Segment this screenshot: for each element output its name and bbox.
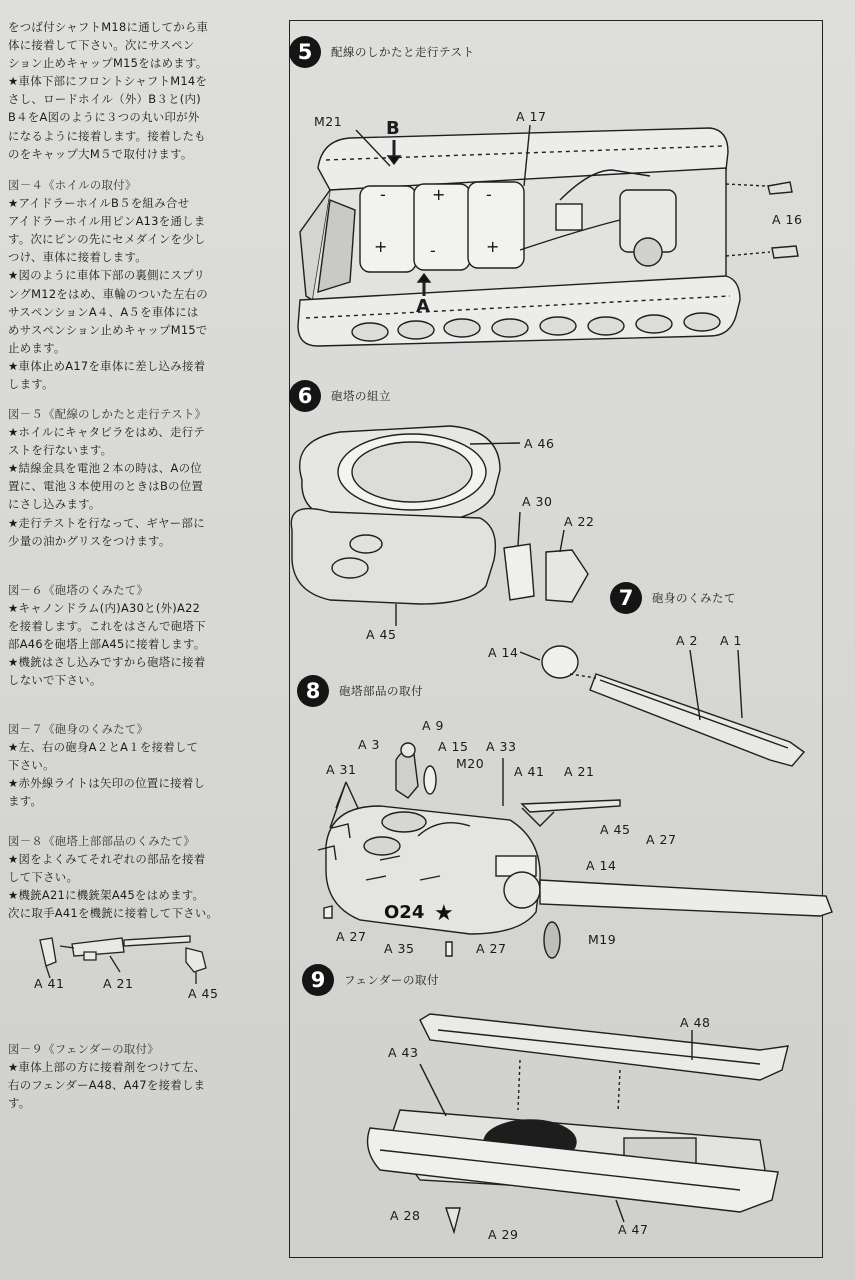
part-label-a2: A 2: [676, 633, 698, 648]
step-number: 8: [297, 675, 329, 707]
step-7: [610, 582, 736, 614]
battery-sign: +: [486, 237, 500, 256]
text-line: ングM12をはめ、車輪のついた左右の: [8, 286, 208, 301]
section-heading: 図－９《フェンダーの取付》: [8, 1042, 159, 1056]
text-line: 少量の油かグリスをつけます。: [8, 533, 171, 548]
text-line: めサスペンション止めキャップM15で: [8, 322, 208, 337]
part-label-a1: A 1: [720, 633, 742, 648]
text-line: 置に、電池３本使用のときはBの位置: [8, 479, 204, 494]
part-label-a33: A 33: [486, 739, 517, 754]
part-label-a48: A 48: [680, 1015, 711, 1030]
text-line: ★図のように車体下部の裏側にスプリ: [8, 268, 206, 283]
part-label-a35: A 35: [384, 941, 415, 956]
part-label-a21: A 21: [564, 764, 595, 779]
part-label-a45: A 45: [600, 822, 631, 837]
step-number: 9: [302, 964, 334, 996]
text-line: ★赤外線ライトは矢印の位置に接着し: [8, 776, 206, 791]
text-line: ★図をよくみてそれぞれの部品を接着: [8, 852, 206, 867]
part-label-m21: M21: [314, 114, 343, 129]
text-line: す。次にピンの先にセメダインを少し: [8, 232, 206, 247]
text-line: します。: [8, 377, 54, 392]
part-label-a45: A 45: [366, 627, 397, 642]
text-line: 止めます。: [8, 340, 66, 355]
turret-diagram: [291, 426, 588, 626]
part-label-a41: A 41: [514, 764, 545, 779]
position-label-a: A: [416, 296, 430, 317]
part-label-a46: A 46: [524, 436, 555, 451]
turret-marking: O24: [384, 902, 425, 923]
text-line: ストを行ないます。: [8, 443, 113, 458]
step-number: 7: [610, 582, 642, 614]
text-line: ★機銃A21に機銃架A45をはめます。: [8, 888, 205, 903]
position-label-b: B: [386, 118, 400, 139]
part-label-a15: A 15: [438, 739, 469, 754]
text-line: をつば付シャフトM18に通してから車: [8, 20, 209, 34]
part-label-a31: A 31: [326, 762, 357, 777]
part-label-a45: A 45: [188, 986, 219, 1001]
text-line: ★結線金具を電池２本の時は、Aの位: [8, 461, 202, 476]
text-line: ★機銃はさし込みですから砲塔に接着: [8, 655, 206, 670]
text-line: を接着します。これをはさんで砲塔下: [8, 619, 206, 634]
part-label-a3: A 3: [358, 737, 380, 752]
text-line: しないで下さい。: [8, 673, 102, 688]
text-line: になるように接着します。接着したも: [8, 128, 206, 143]
section-heading: 図－５《配線のしかたと走行テスト》: [8, 407, 207, 421]
part-label-a16: A 16: [772, 212, 803, 227]
part-label-a17: A 17: [516, 109, 547, 124]
part-label-a28: A 28: [390, 1208, 421, 1223]
step-title: 砲身のくみたて: [652, 591, 736, 605]
text-line: 右のフェンダーA48、A47を接着しま: [8, 1078, 206, 1093]
step-number: 6: [289, 380, 321, 412]
part-label-m19: M19: [588, 932, 617, 947]
text-line: ★車体上部の方に接着剤をつけて左、: [8, 1060, 206, 1075]
text-line: して下さい。: [8, 870, 79, 885]
part-label-a43: A 43: [388, 1045, 419, 1060]
part-label-a14: A 14: [488, 645, 519, 660]
part-label-m20: M20: [456, 756, 485, 771]
text-line: ★車体下部にフロントシャフトM14を: [8, 74, 208, 89]
part-label-a41: A 41: [34, 976, 65, 991]
text-line: のをキャップ大M５で取付けます。: [8, 146, 193, 161]
part-label-a27: A 27: [336, 929, 367, 944]
step-title: 配線のしかたと走行テスト: [331, 45, 475, 59]
text-line: ます。: [8, 794, 43, 809]
battery-sign: +: [374, 237, 388, 256]
battery-sign: -: [380, 185, 386, 204]
part-label-a21: A 21: [103, 976, 134, 991]
step-title: 砲塔部品の取付: [339, 684, 423, 698]
star-icon: ★: [434, 901, 454, 926]
fender-diagram: [368, 1014, 788, 1232]
part-label-a22: A 22: [564, 514, 595, 529]
barrel-diagram: [520, 646, 804, 766]
step-title: 砲塔の組立: [331, 389, 391, 403]
section-heading: 図－４《ホイルの取付》: [8, 178, 137, 192]
text-line: ★キャノンドラム(内)A30と(外)A22: [8, 601, 201, 616]
battery-sign: -: [430, 241, 436, 260]
text-line: 部A46を砲塔上部A45に接着します。: [8, 637, 206, 652]
section-heading: 図－８《砲塔上部部品のくみたて》: [8, 834, 196, 848]
battery-sign: -: [486, 185, 492, 204]
part-label-a27: A 27: [476, 941, 507, 956]
text-line: ション止めキャップM15をはめます。: [8, 56, 208, 71]
text-line: 次に取手A41を機銃に接着して下さい。: [8, 906, 219, 921]
text-line: サスペンションA４、A５を車体には: [8, 304, 199, 319]
step-9: [302, 964, 439, 996]
section-heading: 図－７《砲身のくみたて》: [8, 722, 149, 736]
part-label-a14: A 14: [586, 858, 617, 873]
part-label-a27: A 27: [646, 832, 677, 847]
text-line: 体に接着して下さい。次にサスペン: [8, 38, 195, 53]
part-label-a47: A 47: [618, 1222, 649, 1237]
battery-sign: +: [432, 185, 446, 204]
text-line: ★アイドラーホイルB５を組み合せ: [8, 196, 190, 211]
text-line: ★左、右の砲身A２とA１を接着して: [8, 740, 199, 755]
step-6: [289, 380, 391, 412]
text-line: ★走行テストを行なって、ギヤー部に: [8, 515, 205, 530]
part-label-a9: A 9: [422, 718, 444, 733]
step-5: [289, 36, 475, 68]
part-label-a30: A 30: [522, 494, 553, 509]
text-line: つけ、車体に接着します。: [8, 250, 147, 265]
text-line: ★ホイルにキャタピラをはめ、走行テ: [8, 425, 206, 440]
step-title: フェンダーの取付: [344, 973, 439, 987]
text-line: にさし込みます。: [8, 497, 101, 512]
text-line: ★車体止めA17を車体に差し込み接着: [8, 358, 206, 373]
text-line: B４をA図のように３つの丸い印が外: [8, 110, 200, 125]
step-8: [297, 675, 423, 707]
text-line: 下さい。: [8, 758, 55, 773]
part-label-a29: A 29: [488, 1227, 519, 1242]
chassis-diagram: [298, 125, 798, 346]
text-line: さし、ロードホイル（外）B３と(内): [8, 92, 201, 107]
text-line: す。: [8, 1096, 31, 1111]
text-line: アイドラーホイル用ピンA13を通しま: [8, 214, 206, 229]
section-heading: 図－６《砲塔のくみたて》: [8, 583, 149, 597]
step-number: 5: [289, 36, 321, 68]
